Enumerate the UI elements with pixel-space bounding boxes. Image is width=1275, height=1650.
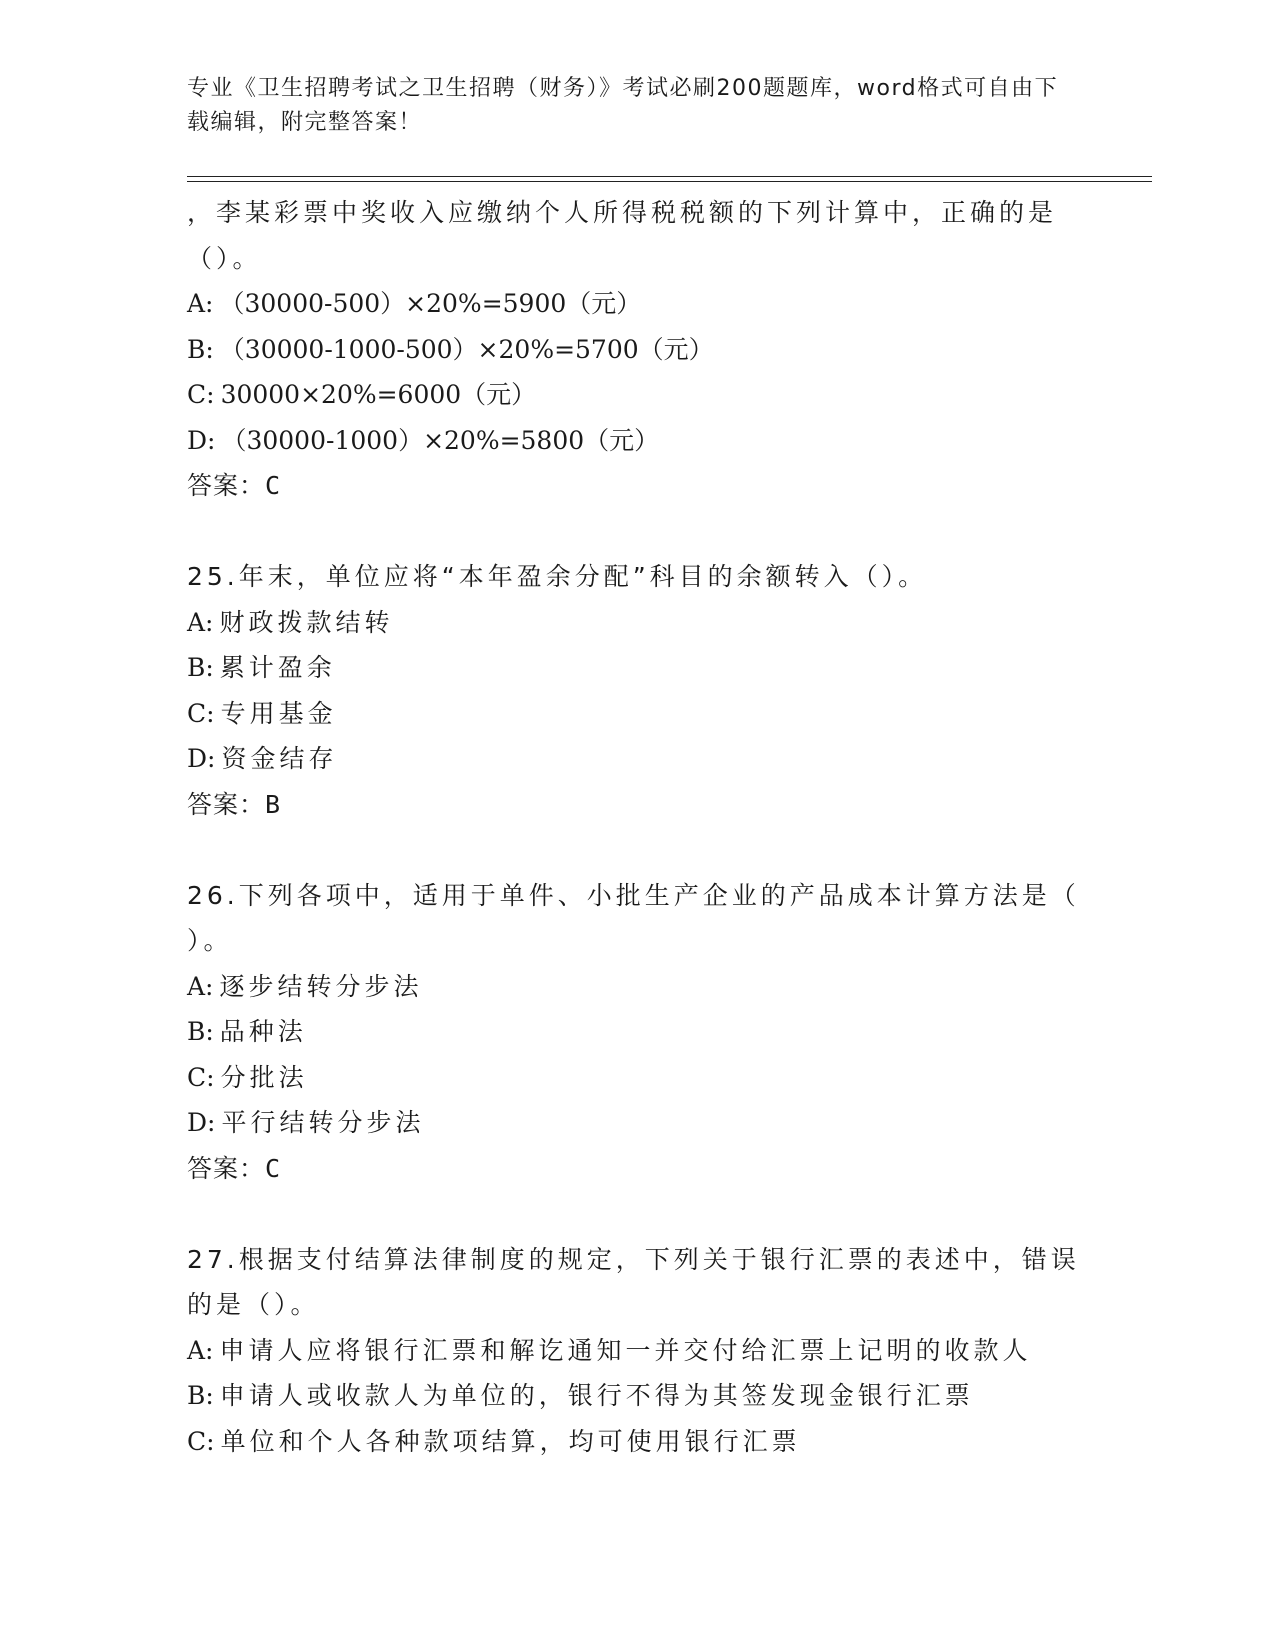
question-block xyxy=(187,190,1087,509)
option-text: 申请人应将银行汇票和解讫通知一并交付给汇票上记明的收款人 xyxy=(219,1335,1032,1365)
option-text: （30000-1000-500）×20%=5700（元） xyxy=(219,334,714,364)
answer-value: C xyxy=(265,1153,281,1183)
option-text: （30000-1000）×20%=5800（元） xyxy=(221,425,660,455)
header-divider xyxy=(187,176,1152,182)
option-text: 申请人或收款人为单位的，银行不得为其签发现金银行汇票 xyxy=(219,1381,974,1410)
option-item xyxy=(187,736,1087,782)
question-stem: 27.根据支付结算法律制度的规定，下列关于银行汇票的表述中，错误 xyxy=(187,1244,1080,1274)
answer-label: 答案： xyxy=(187,789,266,819)
option-key: B: xyxy=(187,334,214,364)
answer-line xyxy=(187,1146,1087,1192)
option-item xyxy=(187,600,1087,646)
option-item xyxy=(187,418,1087,464)
answer-line xyxy=(187,463,1087,509)
option-text: 逐步结转分步法 xyxy=(219,971,423,1001)
option-key: C: xyxy=(187,1426,215,1456)
option-key: A: xyxy=(187,971,214,1001)
option-key: D: xyxy=(187,425,216,455)
answer-value: C xyxy=(265,471,281,500)
option-item xyxy=(187,1328,1087,1374)
option-key: B: xyxy=(187,653,214,682)
option-item xyxy=(187,1100,1087,1146)
option-item xyxy=(187,372,1087,418)
question-block xyxy=(187,554,1087,827)
question-list xyxy=(187,190,1087,1464)
answer-value: B xyxy=(265,789,281,819)
document-header xyxy=(187,72,1067,140)
option-text: 分批法 xyxy=(220,1062,308,1092)
question-stem: 26.下列各项中，适用于单件、小批生产企业的产品成本计算方法是（ xyxy=(187,880,1080,910)
answer-label: 答案： xyxy=(187,1153,266,1183)
answer-label: 答案： xyxy=(187,471,266,500)
spacer xyxy=(187,509,1087,555)
option-text: 平行结转分步法 xyxy=(221,1108,425,1137)
question-stem: （）。 xyxy=(187,243,262,273)
option-key: D: xyxy=(187,744,216,773)
option-item xyxy=(187,1009,1087,1055)
spacer xyxy=(187,827,1087,873)
option-key: C: xyxy=(187,698,215,728)
document-title: 专业《卫生招聘考试之卫生招聘（财务）》考试必刷200题题库，word格式可自由下载编辑，附完整答案！ xyxy=(187,76,1059,135)
spacer xyxy=(187,1191,1087,1237)
option-item xyxy=(187,1419,1087,1465)
option-key: C: xyxy=(187,380,215,409)
option-key: D: xyxy=(187,1108,216,1137)
option-key: C: xyxy=(187,1062,215,1092)
option-text: 品种法 xyxy=(219,1017,307,1046)
question-stem: ，李某彩票中奖收入应缴纳个人所得税税额的下列计算中，正确的是 xyxy=(187,198,1058,227)
option-text: 专用基金 xyxy=(220,698,337,728)
question-stem: 的是（）。 xyxy=(187,1290,320,1319)
option-item xyxy=(187,1055,1087,1101)
option-text: （30000-500）×20%=5900（元） xyxy=(219,289,642,318)
question-block xyxy=(187,1237,1087,1465)
option-item xyxy=(187,327,1087,373)
answer-line xyxy=(187,782,1087,828)
question-stem: 25.年末，单位应将“本年盈余分配”科目的余额转入（）。 xyxy=(187,562,928,591)
option-text: 单位和个人各种款项结算，均可使用银行汇票 xyxy=(220,1426,801,1456)
option-key: B: xyxy=(187,1381,214,1410)
option-item xyxy=(187,1373,1087,1419)
option-item xyxy=(187,691,1087,737)
option-text: 财政拨款结转 xyxy=(219,607,394,637)
option-item xyxy=(187,281,1087,327)
option-key: A: xyxy=(187,1335,214,1365)
option-text: 资金结存 xyxy=(221,744,338,773)
option-text: 30000×20%=6000（元） xyxy=(220,380,537,409)
option-key: B: xyxy=(187,1017,214,1046)
option-item xyxy=(187,964,1087,1010)
option-text: 累计盈余 xyxy=(219,653,336,682)
option-key: A: xyxy=(187,289,214,318)
option-item xyxy=(187,645,1087,691)
option-key: A: xyxy=(187,607,214,637)
question-stem: ）。 xyxy=(187,926,233,955)
question-block xyxy=(187,873,1087,1192)
